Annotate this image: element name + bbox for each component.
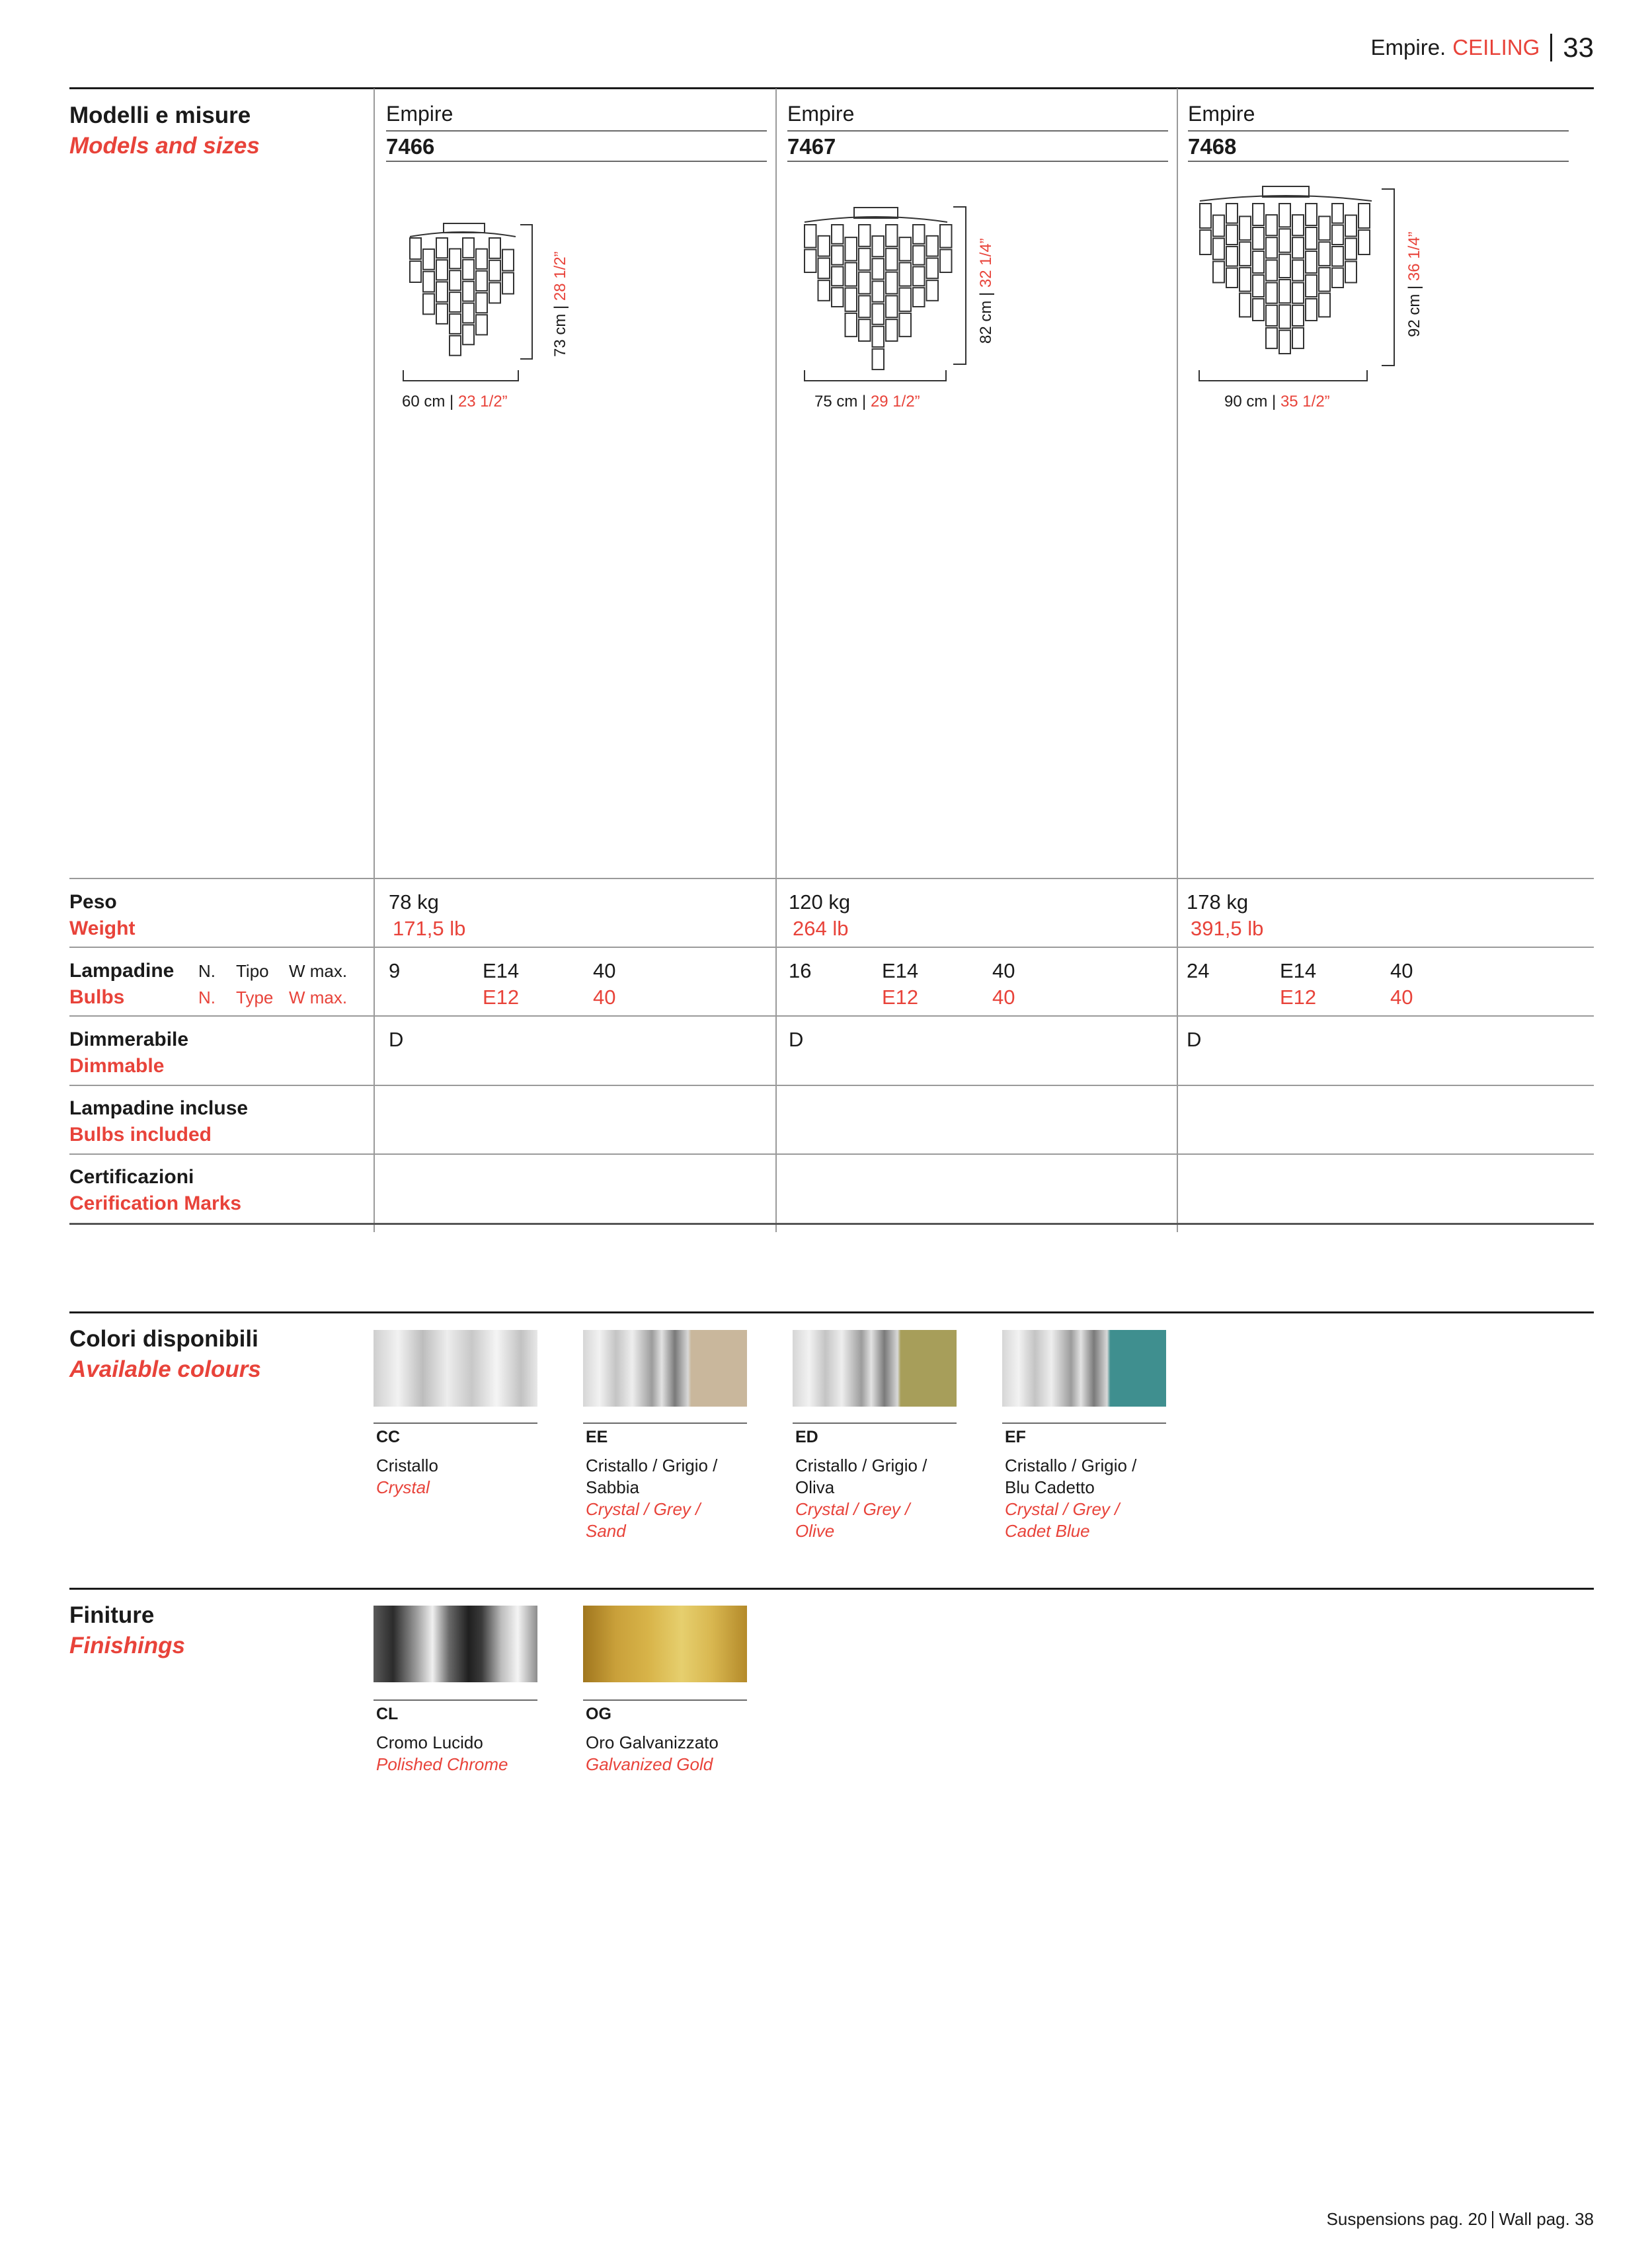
- height-in: 36 1/4”: [1405, 231, 1423, 282]
- header-divider: [1550, 34, 1552, 61]
- colours-section-title: [69, 1324, 261, 1385]
- crystal-element: [927, 280, 939, 301]
- weight-lb: 171,5 lb: [393, 917, 466, 940]
- width-cm: 75 cm: [814, 393, 858, 410]
- crystal-element: [1239, 293, 1251, 317]
- crystal-element: [832, 246, 844, 265]
- height-bracket: [519, 223, 541, 362]
- crystal-element: [1292, 215, 1304, 235]
- height-cm: 92 cm: [1405, 293, 1423, 337]
- chandelier-drawing-7466: [397, 218, 529, 370]
- bulb-wmax: [593, 958, 615, 1011]
- row-label-dimmable: [69, 1027, 188, 1079]
- page-footer: [1327, 2209, 1594, 2230]
- header-underline: [787, 130, 1168, 132]
- colour-swatch-ed: [793, 1330, 957, 1407]
- label-it: Certificazioni: [69, 1166, 194, 1188]
- crystal-element: [410, 238, 421, 259]
- crystal-element: [1253, 299, 1264, 321]
- finish-name-it: Oro Galvanizzato: [586, 1733, 719, 1752]
- section-rule-colours: [69, 1311, 1594, 1313]
- crystal-element: [1292, 237, 1304, 258]
- crystal-element: [873, 304, 885, 325]
- crystal-element: [1358, 204, 1370, 228]
- swatch-underline: [374, 1699, 537, 1701]
- type-en: E12: [882, 986, 919, 1009]
- chandelier-drawing-7467: [797, 205, 955, 370]
- crystal-element: [940, 250, 952, 273]
- colour-code: ED: [795, 1428, 818, 1446]
- crystal-element: [900, 313, 912, 336]
- colour-name-it-2: Oliva: [795, 1477, 835, 1497]
- crystal-element: [859, 249, 871, 270]
- page-header: [1371, 32, 1594, 63]
- crystal-element: [450, 292, 461, 312]
- label-en: Bulbs: [69, 986, 125, 1008]
- type-en: E12: [483, 986, 520, 1009]
- crystal-element: [846, 237, 857, 260]
- crystal-element: [913, 225, 925, 244]
- models-section-title: [69, 100, 260, 161]
- colour-cc: [376, 1428, 438, 1499]
- crystal-element: [886, 319, 898, 341]
- crystal-element: [1253, 275, 1264, 297]
- crystal-element: [1332, 204, 1343, 223]
- crystal-element: [1253, 227, 1264, 249]
- crystal-element: [818, 236, 830, 256]
- crystal-element: [463, 260, 474, 280]
- crystal-element: [832, 288, 844, 307]
- crystal-element: [1266, 237, 1277, 258]
- crystal-element: [818, 258, 830, 279]
- crystal-element: [436, 304, 448, 324]
- weight-7466: [389, 889, 465, 942]
- finish-swatch-gold: [583, 1606, 747, 1682]
- crystal-element: [450, 336, 461, 356]
- crystal-element: [476, 249, 487, 269]
- header-underline: [386, 130, 767, 132]
- finishes-title-it: Finiture: [69, 1602, 155, 1628]
- colour-name-it: Cristallo / Grigio /: [795, 1456, 927, 1475]
- colour-swatch-ef: [1002, 1330, 1166, 1407]
- width-bracket: [1198, 369, 1370, 383]
- crystal-element: [1279, 204, 1290, 227]
- row-label-bulbs: [69, 958, 174, 1011]
- crystal-element: [476, 315, 487, 334]
- swatch-underline: [374, 1422, 537, 1424]
- label-it: Peso: [69, 891, 117, 913]
- crystal-element: [1292, 283, 1304, 303]
- crystal-element: [1279, 254, 1290, 278]
- type-it: E14: [882, 959, 919, 982]
- crystal-element: [1213, 262, 1224, 283]
- wmax-en: 40: [1390, 986, 1413, 1009]
- crystal-element: [423, 272, 434, 292]
- crystal-element: [502, 273, 514, 294]
- crystal-element: [423, 249, 434, 270]
- colour-name-en: Crystal / Grey /: [1005, 1499, 1120, 1519]
- model-code: 7468: [1188, 134, 1237, 159]
- column-divider: [1177, 89, 1178, 1232]
- width-bracket: [803, 369, 949, 383]
- crystal-element: [410, 261, 421, 282]
- wmax-it: 40: [1390, 959, 1413, 982]
- crystal-element: [489, 283, 500, 303]
- height-dimension: 82 cm | 32 1/4”: [977, 238, 995, 344]
- row-divider: [69, 1085, 1594, 1086]
- colour-name-en-2: Olive: [795, 1521, 835, 1541]
- height-bracket: [953, 206, 966, 365]
- label-it: Lampadine: [69, 960, 175, 982]
- width-dimension: 75 cm | 29 1/2”: [814, 393, 920, 410]
- crystal-element: [1306, 275, 1317, 297]
- height-in: 28 1/2”: [551, 251, 569, 301]
- models-title-it: Modelli e misure: [69, 102, 251, 128]
- crystal-element: [873, 281, 885, 301]
- bulb-wmax: [992, 958, 1015, 1011]
- crystal-element: [1279, 229, 1290, 252]
- crystal-element: [1279, 305, 1290, 328]
- crystal-element: [1319, 268, 1330, 292]
- height-bracket: [1382, 188, 1395, 366]
- crystal-element: [436, 238, 448, 258]
- crystal-element: [1279, 280, 1290, 303]
- colour-name-en-2: Cadet Blue: [1005, 1521, 1090, 1541]
- crystal-element: [1332, 247, 1343, 266]
- weight-kg: 120 kg: [789, 890, 851, 914]
- width-in: 29 1/2”: [870, 393, 920, 410]
- model-header-7466: [386, 100, 453, 127]
- wmax-en: 40: [992, 986, 1015, 1009]
- crystal-element: [476, 293, 487, 313]
- section-rule-finishes: [69, 1588, 1594, 1590]
- crystal-element: [502, 250, 514, 271]
- header-category: CEILING: [1452, 35, 1540, 59]
- width-in: 35 1/2”: [1280, 393, 1330, 410]
- crystal-element: [1279, 331, 1290, 354]
- crystal-element: [450, 249, 461, 268]
- width-dimension: 90 cm | 35 1/2”: [1224, 393, 1330, 410]
- wmax-it: W max.: [289, 961, 348, 981]
- table-bottom-rule: [69, 1223, 1594, 1225]
- bulbs-count: 9: [389, 959, 401, 982]
- crystal-element: [1306, 299, 1317, 321]
- page-number: 33: [1563, 32, 1594, 63]
- label-it: Dimmerabile: [69, 1029, 189, 1050]
- crystal-element: [1226, 204, 1238, 223]
- header-underline: [1188, 130, 1569, 132]
- height-cm: 82 cm: [977, 300, 995, 344]
- weight-kg: 78 kg: [389, 890, 439, 914]
- model-code: 7466: [386, 134, 435, 159]
- finish-cl: [376, 1705, 508, 1775]
- dimmable-value: D: [389, 1028, 404, 1051]
- crystal-element: [900, 237, 912, 260]
- crystal-element: [846, 288, 857, 311]
- crystal-element: [1292, 305, 1304, 326]
- footer-divider: [1492, 2211, 1493, 2228]
- row-label-certification: [69, 1164, 241, 1217]
- crystal-element: [1226, 247, 1238, 266]
- crystal-element: [886, 295, 898, 317]
- crystal-element: [1319, 293, 1330, 317]
- crystal-element: [1266, 305, 1277, 326]
- colour-name-it: Cristallo / Grigio /: [1005, 1456, 1137, 1475]
- weight-lb: 391,5 lb: [1191, 917, 1264, 940]
- bulb-type: [1280, 958, 1316, 1011]
- weight-kg: 178 kg: [1187, 890, 1249, 914]
- crystal-element: [463, 282, 474, 301]
- colours-title-en: Available colours: [69, 1356, 261, 1382]
- crystal-element: [1332, 268, 1343, 288]
- crystal-element: [1226, 268, 1238, 288]
- type-it: Tipo: [236, 961, 269, 981]
- crystal-element: [1345, 239, 1357, 260]
- crystal-element: [940, 225, 952, 248]
- footer-suspensions-link[interactable]: Suspensions pag. 20: [1326, 2209, 1487, 2229]
- colour-name-it-2: Blu Cadetto: [1005, 1477, 1095, 1497]
- column-divider: [374, 89, 375, 1232]
- crystal-element: [846, 262, 857, 286]
- swatch-underline: [1002, 1422, 1166, 1424]
- weight-7468: [1187, 889, 1263, 942]
- bulbs-count: 24: [1187, 959, 1210, 982]
- crystal-element: [913, 246, 925, 265]
- row-divider: [69, 1153, 1594, 1155]
- crystal-element: [818, 280, 830, 301]
- crystal-element: [1239, 216, 1251, 240]
- crystal-element: [873, 258, 885, 279]
- crystal-element: [1292, 260, 1304, 280]
- finish-name-en: Galvanized Gold: [586, 1754, 713, 1774]
- bulbs-count: 16: [789, 959, 812, 982]
- label-en: Cerification Marks: [69, 1192, 242, 1214]
- footer-wall-link[interactable]: Wall pag. 38: [1499, 2209, 1594, 2229]
- crystal-element: [886, 225, 898, 247]
- crystal-element: [1319, 216, 1330, 240]
- crystal-element: [927, 236, 939, 256]
- header-underline: [386, 161, 767, 162]
- model-code: 7467: [787, 134, 836, 159]
- bulbs-type-header: [236, 958, 273, 1011]
- n-it: N.: [198, 961, 216, 981]
- bulb-type: [882, 958, 918, 1011]
- header-product: Empire.: [1370, 35, 1446, 59]
- finish-name-en: Polished Chrome: [376, 1754, 508, 1774]
- crystal-element: [1266, 215, 1277, 235]
- crystal-element: [873, 236, 885, 256]
- bulbs-wmax-header: [289, 958, 347, 1011]
- height-dimension: 73 cm | 28 1/2”: [551, 251, 569, 357]
- width-cm: 60 cm: [402, 393, 446, 410]
- crystal-element: [1306, 227, 1317, 249]
- crystal-element: [886, 249, 898, 270]
- row-label-bulbs-included: [69, 1095, 248, 1148]
- finishes-title-en: Finishings: [69, 1633, 185, 1658]
- colour-name-en: Crystal / Grey /: [586, 1499, 701, 1519]
- crystal-element: [463, 303, 474, 323]
- weight-7467: [789, 889, 850, 942]
- finish-code: CL: [376, 1705, 399, 1723]
- crystal-element: [913, 267, 925, 286]
- crystal-element: [1239, 242, 1251, 266]
- colour-ef: [1005, 1428, 1136, 1542]
- colour-name-it: Cristallo / Grigio /: [586, 1456, 718, 1475]
- label-en: Weight: [69, 917, 136, 939]
- crystal-element: [1306, 251, 1317, 273]
- row-divider: [69, 878, 1594, 879]
- crystal-element: [476, 271, 487, 291]
- crystal-element: [1319, 242, 1330, 266]
- crystal-element: [1332, 225, 1343, 245]
- crystal-element: [1306, 204, 1317, 225]
- crystal-element: [1213, 239, 1224, 260]
- crystal-element: [913, 288, 925, 307]
- crystal-element: [463, 325, 474, 344]
- width-bracket: [402, 369, 521, 383]
- crystal-element: [1358, 230, 1370, 254]
- crystal-element: [805, 225, 816, 248]
- crystal-element: [1200, 230, 1211, 254]
- section-rule-models: [69, 87, 1594, 89]
- colour-name-en: Crystal / Grey /: [795, 1499, 910, 1519]
- wmax-en: 40: [593, 986, 616, 1009]
- finish-name-it: Cromo Lucido: [376, 1733, 483, 1752]
- header-underline: [1188, 161, 1569, 162]
- crystal-element: [859, 295, 871, 317]
- crystal-element: [1292, 328, 1304, 348]
- colours-title-it: Colori disponibili: [69, 1326, 258, 1352]
- crystal-element: [1200, 204, 1211, 228]
- crystal-element: [1266, 328, 1277, 348]
- finishes-section-title: [69, 1600, 185, 1661]
- type-en: E12: [1280, 986, 1317, 1009]
- model-header-7468: [1188, 100, 1255, 127]
- height-dimension: 92 cm | 36 1/4”: [1405, 231, 1423, 337]
- dimmable-value: D: [789, 1028, 804, 1051]
- wmax-en: W max.: [289, 988, 348, 1007]
- crystal-element: [846, 313, 857, 336]
- label-it: Lampadine incluse: [69, 1097, 249, 1119]
- crystal-element: [1253, 251, 1264, 273]
- colour-code: CC: [376, 1428, 401, 1446]
- crystal-element: [1226, 225, 1238, 245]
- models-title-en: Models and sizes: [69, 133, 260, 159]
- crystal-element: [1266, 260, 1277, 280]
- crystal-element: [1213, 215, 1224, 237]
- colour-name-it: Cristallo: [376, 1456, 438, 1475]
- bulb-type: [483, 958, 519, 1011]
- height-cm: 73 cm: [551, 313, 569, 357]
- wmax-it: 40: [992, 959, 1015, 982]
- label-en: Dimmable: [69, 1055, 165, 1077]
- crystal-element: [886, 272, 898, 294]
- row-divider: [69, 1015, 1594, 1017]
- crystal-element: [450, 314, 461, 334]
- finish-code: OG: [586, 1705, 611, 1723]
- crystal-element: [900, 288, 912, 311]
- crystal-element: [859, 272, 871, 294]
- model-family: Empire: [386, 102, 453, 126]
- crystal-element: [805, 250, 816, 273]
- crystal-element: [423, 294, 434, 315]
- crystal-element: [859, 225, 871, 247]
- column-divider: [775, 89, 777, 1232]
- colour-code: EE: [586, 1428, 608, 1446]
- model-family: Empire: [787, 102, 855, 126]
- model-family: Empire: [1188, 102, 1255, 126]
- colour-swatch-cc: [374, 1330, 537, 1407]
- dimmable-value: D: [1187, 1028, 1202, 1051]
- crystal-element: [1345, 262, 1357, 283]
- crystal-element: [873, 327, 885, 347]
- swatch-underline: [583, 1699, 747, 1701]
- crystal-element: [832, 267, 844, 286]
- colour-name-it-2: Sabbia: [586, 1477, 639, 1497]
- n-en: N.: [198, 988, 216, 1007]
- colour-swatch-ee: [583, 1330, 747, 1407]
- swatch-underline: [583, 1422, 747, 1424]
- colour-ee: [586, 1428, 717, 1542]
- crystal-element: [489, 260, 500, 281]
- chandelier-drawing-7468: [1193, 185, 1378, 370]
- finish-og: [586, 1705, 719, 1775]
- crystal-element: [489, 238, 500, 258]
- finish-swatch-chrome: [374, 1606, 537, 1682]
- crystal-element: [1239, 268, 1251, 292]
- width-dimension: 60 cm | 23 1/2”: [402, 393, 508, 410]
- crystal-element: [873, 349, 885, 370]
- row-divider: [69, 947, 1594, 948]
- width-in: 23 1/2”: [457, 393, 508, 410]
- crystal-element: [450, 270, 461, 290]
- crystal-element: [832, 225, 844, 244]
- crystal-element: [900, 262, 912, 286]
- crystal-element: [1266, 283, 1277, 303]
- colour-name-en: Crystal: [376, 1477, 430, 1497]
- crystal-element: [1253, 204, 1264, 225]
- header-underline: [787, 161, 1168, 162]
- type-it: E14: [1280, 959, 1317, 982]
- crystal-element: [436, 282, 448, 301]
- colour-code: EF: [1005, 1428, 1026, 1446]
- row-label-weight: [69, 889, 135, 942]
- crystal-element: [927, 258, 939, 279]
- type-it: E14: [483, 959, 520, 982]
- crystal-element: [1345, 215, 1357, 237]
- type-en: Type: [236, 988, 274, 1007]
- width-cm: 90 cm: [1224, 393, 1268, 410]
- crystal-element: [859, 319, 871, 341]
- height-in: 32 1/4”: [977, 238, 995, 288]
- bulb-wmax: [1390, 958, 1413, 1011]
- colour-name-en-2: Sand: [586, 1521, 626, 1541]
- model-header-7467: [787, 100, 854, 127]
- swatch-underline: [793, 1422, 957, 1424]
- bulbs-n-header: [198, 958, 216, 1011]
- crystal-element: [436, 260, 448, 280]
- weight-lb: 264 lb: [793, 917, 849, 940]
- wmax-it: 40: [593, 959, 616, 982]
- label-en: Bulbs included: [69, 1124, 212, 1146]
- colour-ed: [795, 1428, 927, 1542]
- crystal-element: [463, 238, 474, 258]
